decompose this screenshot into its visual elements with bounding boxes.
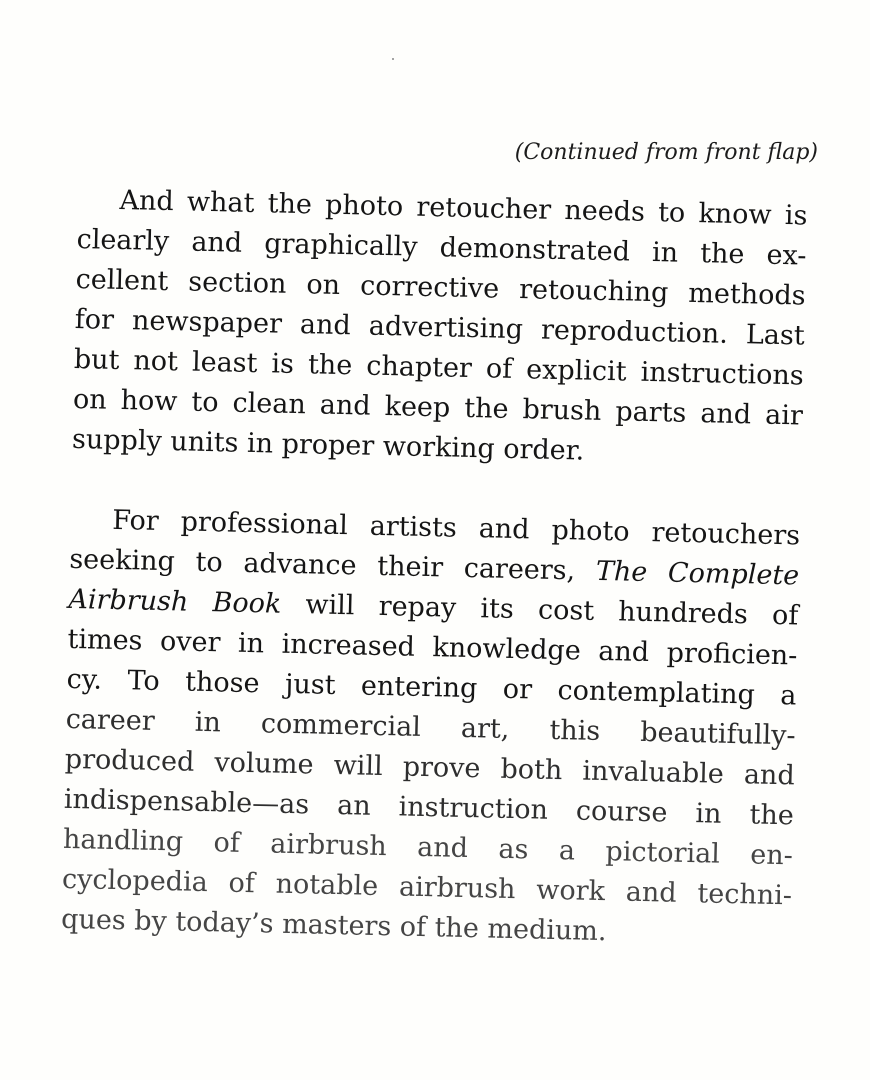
text-line: And what the photo retoucher needs to know is <box>119 184 808 232</box>
text-line: handling of airbrush and as a pictorial en- <box>62 823 794 872</box>
text-line: cellent section on corrective retouching methods <box>75 263 806 312</box>
text-line: produced volume will prove both invaluable and <box>64 743 796 792</box>
text-line: cyclopedia of notable airbrush work and techni- <box>61 863 793 912</box>
text-line: supply units in proper working order. <box>71 423 585 467</box>
text-line: ques by today’s masters of the medium. <box>60 903 607 948</box>
text-line: times over in increased knowledge and proficien- <box>67 623 798 672</box>
book-title-part: Airbrush Book <box>68 583 282 620</box>
paper-speck <box>392 58 394 60</box>
text-segment: will repay its cost hundreds of <box>305 589 799 632</box>
text-line: cy. To those just entering or contemplating a <box>66 663 797 712</box>
text-line: career in commercial art, this beautifully- <box>65 703 796 752</box>
text-segment: seeking to advance their careers, <box>69 543 576 587</box>
text-line: for newspaper and advertising reproduction. Last <box>74 303 805 352</box>
text-line: indispensable—as an instruction course in the <box>63 783 795 832</box>
book-title-part: The Complete <box>595 555 800 592</box>
text-line: clearly and graphically demonstrated in the ex- <box>76 223 807 272</box>
paragraph-1 <box>72 180 808 476</box>
text-line: but not least is the chapter of explicit instructions <box>73 343 805 392</box>
text-line: on how to clean and keep the brush parts and air <box>72 383 804 432</box>
paragraph-2 <box>61 500 801 956</box>
flap-text-block <box>61 180 808 956</box>
text-line: For professional artists and photo retouchers <box>111 504 801 552</box>
continued-note: (Continued from front flap) <box>514 140 818 165</box>
